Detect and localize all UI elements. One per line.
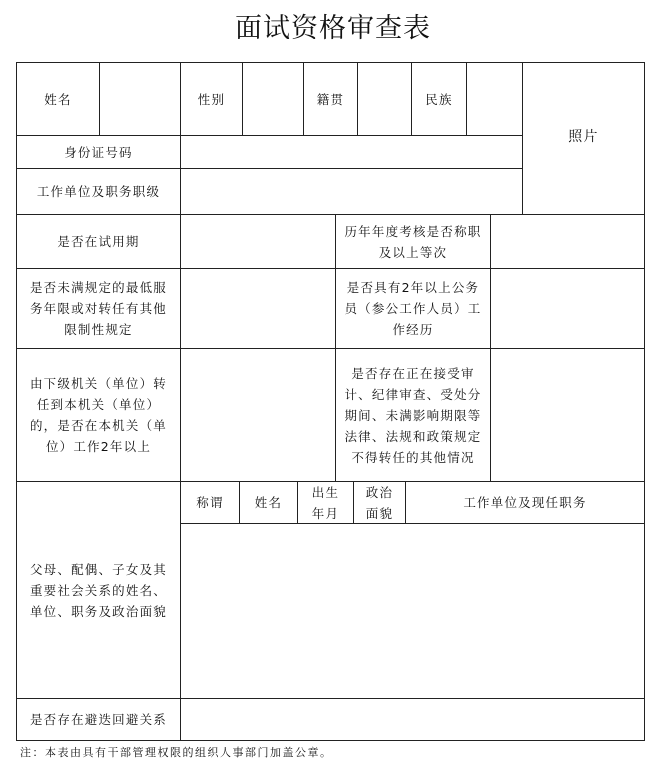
- family-col-work: 工作单位及现任职务: [463, 495, 587, 510]
- family-col-name: 姓名: [254, 495, 283, 510]
- name-label: 姓名: [44, 91, 72, 107]
- appraisal-label: 历年年度考核是否称职及以上等次: [344, 223, 482, 260]
- review-label: 是否存在正在接受审计、纪律审查、受处分期间、未满影响期限等法律、法规和政策规定不得转任的其他情况: [344, 365, 482, 465]
- probation-field[interactable]: [181, 215, 335, 268]
- family-col-title: 称谓: [196, 495, 224, 510]
- native-place-field[interactable]: [358, 63, 411, 135]
- family-col-political: 政治面貌: [365, 484, 394, 521]
- work-unit-label: 工作单位及职务职级: [36, 184, 161, 199]
- footnote: 注：本表由具有干部管理权限的组织人事部门加盖公章。: [20, 746, 333, 759]
- family-members-field[interactable]: [181, 524, 644, 698]
- id-number-label: 身份证号码: [64, 144, 133, 160]
- form-title: 面试资格审查表: [235, 13, 431, 44]
- photo-placeholder[interactable]: 照片: [568, 129, 599, 145]
- family-label: 父母、配偶、子女及其重要社会关系的姓名、单位、职务及政治面貌: [29, 561, 167, 619]
- id-number-field[interactable]: [181, 136, 522, 168]
- ethnicity-label: 民族: [425, 91, 453, 107]
- gender-field[interactable]: [243, 63, 303, 135]
- appraisal-field[interactable]: [491, 215, 644, 268]
- name-field[interactable]: [100, 63, 180, 135]
- min-service-label: 是否未满规定的最低服务年限或对转任有其他限制性规定: [29, 280, 167, 337]
- ethnicity-field[interactable]: [467, 63, 522, 135]
- avoidance-label: 是否存在避迭回避关系: [29, 712, 167, 727]
- civil-experience-field[interactable]: [491, 269, 644, 348]
- avoidance-field[interactable]: [181, 699, 644, 740]
- gender-label: 性别: [197, 91, 226, 107]
- family-col-birth: 出生年月: [311, 484, 340, 521]
- transfer-label: 由下级机关（单位）转任到本机关（单位）的，是否在本机关（单位）工作2年以上: [29, 376, 167, 454]
- review-field[interactable]: [491, 349, 644, 481]
- native-place-label: 籍贯: [316, 91, 345, 107]
- work-unit-field[interactable]: [181, 169, 522, 214]
- probation-label: 是否在试用期: [57, 234, 140, 249]
- civil-experience-label: 是否具有2年以上公务员（参公工作人员）工作经历: [344, 280, 482, 337]
- transfer-field[interactable]: [181, 349, 335, 481]
- min-service-field[interactable]: [181, 269, 335, 348]
